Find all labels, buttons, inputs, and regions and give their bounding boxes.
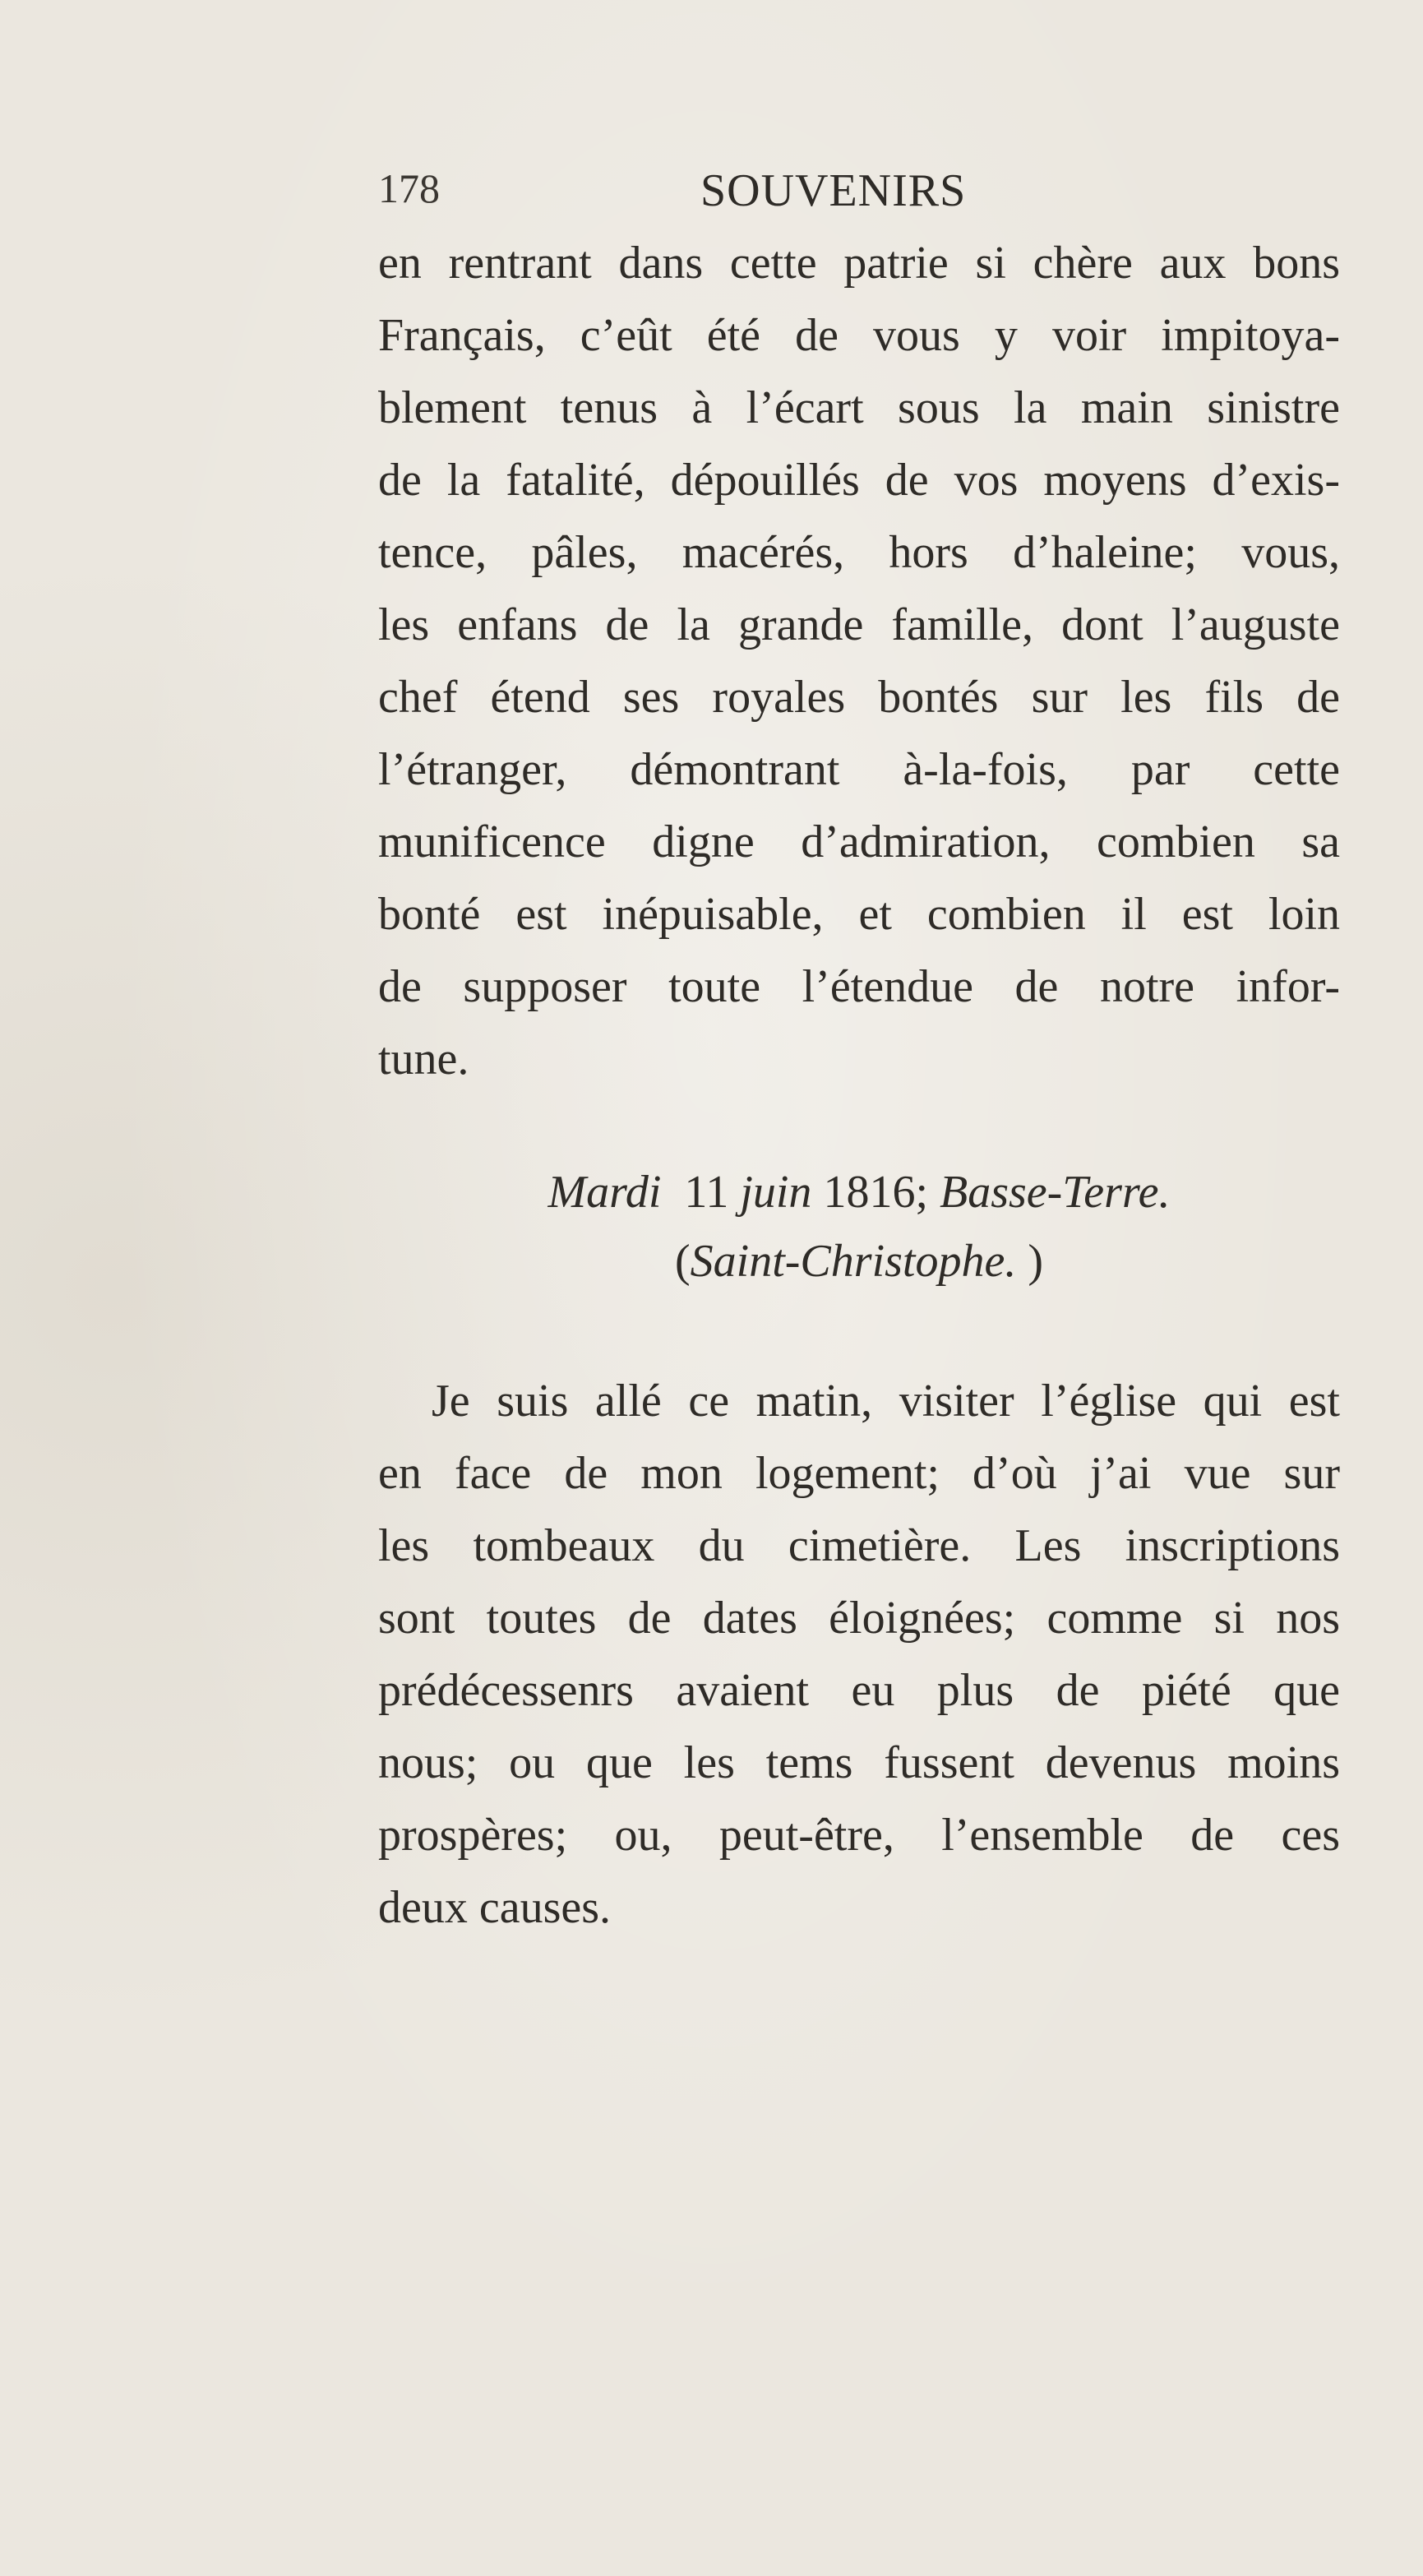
text-line: Français, c’eût été de vous y voir impitoya-	[378, 310, 1340, 361]
text-line: munificence digne d’admiration, combien sa	[378, 816, 1340, 867]
running-title: SOUVENIRS	[700, 165, 967, 216]
text-line: nous; ou que les tems fussent devenus moins	[378, 1737, 1340, 1788]
dateline	[378, 1168, 1340, 1217]
text-line: blement tenus à l’écart sous la main sinistre	[378, 382, 1340, 433]
text-line: tence, pâles, macérés, hors d’haleine; vous,	[378, 527, 1340, 578]
text-line: sont toutes de dates éloignées; comme si nos	[378, 1593, 1340, 1644]
text-line: en face de mon logement; d’où j’ai vue sur	[378, 1448, 1340, 1499]
text-line: l’étranger, démontrant à-la-fois, par cette	[378, 744, 1340, 795]
dateline-sub-close: )	[1028, 1236, 1043, 1287]
dateline-date-num: 11	[684, 1167, 729, 1218]
text-line: prospères; ou, peut-être, l’ensemble de ces	[378, 1810, 1340, 1861]
dateline-month: juin	[740, 1167, 812, 1218]
dateline-sub-open: (	[675, 1236, 691, 1287]
dateline-sub-place: Saint-Christophe.	[690, 1236, 1017, 1287]
page-header	[378, 164, 1340, 222]
text-line: de la fatalité, dépouillés de vos moyens d’exis-	[378, 455, 1340, 506]
text-line: chef étend ses royales bontés sur les fils de	[378, 672, 1340, 723]
dateline-year: 1816;	[823, 1167, 928, 1218]
dateline-sub	[378, 1237, 1340, 1286]
text-line: en rentrant dans cette patrie si chère aux bons	[378, 238, 1340, 289]
dateline-place: Basse-Terre.	[940, 1167, 1171, 1218]
text-line: bonté est inépuisable, et combien il est loin	[378, 889, 1340, 940]
text-line: tune.	[378, 1034, 469, 1085]
text-line: les tombeaux du cimetière. Les inscriptions	[378, 1520, 1340, 1571]
page-number: 178	[378, 165, 440, 211]
text-line: les enfans de la grande famille, dont l’auguste	[378, 599, 1340, 650]
text-line: de supposer toute l’étendue de notre infor-	[378, 961, 1340, 1012]
text-line: deux causes.	[378, 1882, 612, 1933]
dateline-day: Mardi	[547, 1167, 662, 1218]
text-line: Je suis allé ce matin, visiter l’église qui est	[432, 1376, 1340, 1427]
text-line: prédécessenrs avaient eu plus de piété que	[378, 1665, 1340, 1716]
